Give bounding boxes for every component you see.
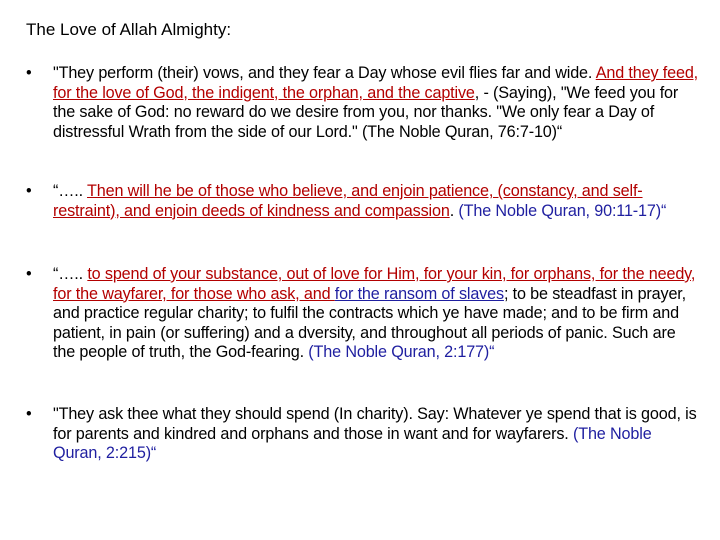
highlighted-quote: to spend of your substance, out of love for Him, for your kin, for orphans, for the needy, for the wayfarer, for those who ask, and bbox=[53, 265, 696, 303]
slide-title: The Love of Allah Almighty: bbox=[26, 20, 232, 39]
quote-text: "They perform (their) vows, and they fear a Day whose evil flies far and wide. bbox=[53, 64, 596, 82]
quote-text-continued: ; to be steadfast in prayer, and practice regular charity; to fulfil the contracts which ye have made; and to be firm and patient, in pain (or suffering) and a dversity, and throughout all periods of panic. Such are the people of truth, the God-fearing. bbox=[53, 284, 687, 362]
bullet-text bbox=[53, 405, 701, 464]
quote-text: “….. bbox=[53, 265, 88, 283]
bullet-item-4 bbox=[26, 405, 706, 464]
highlighted-quote: Then will he be of those who believe, and enjoin patience, (constancy, and self-restraint), and enjoin deeds of kindness and compassion bbox=[53, 182, 643, 220]
quran-reference: (The Noble Quran, 90:11-17)“ bbox=[458, 201, 667, 220]
quran-reference: (The Noble Quran, 2:177)“ bbox=[308, 343, 495, 362]
bullet-marker: • bbox=[26, 405, 32, 423]
quote-text: "They ask thee what they should spend (In charity). Say: Whatever ye spend that is good, is for parents and kindred and orphans and those in want and for wayfarers. bbox=[53, 405, 697, 443]
bullet-item-2 bbox=[26, 182, 706, 221]
quote-text-continued: . bbox=[449, 201, 459, 220]
bullet-item-1 bbox=[26, 64, 706, 142]
quote-text-continued: , - (Saying), "We feed you for the sake of God: no reward do we desire from you, nor thanks. "We only fear a Day of distressful Wrath from the side of our Lord." (The Noble Quran, 76:7-10)“ bbox=[53, 83, 679, 141]
bullet-item-3 bbox=[26, 265, 706, 363]
quran-reference: (The Noble Quran, 2:215)“ bbox=[53, 424, 652, 463]
bullet-marker: • bbox=[26, 64, 32, 82]
bullet-text bbox=[53, 64, 701, 142]
quote-text: “….. bbox=[53, 182, 88, 200]
bullet-text bbox=[53, 265, 701, 363]
highlighted-quote-blue: for the ransom of slaves bbox=[334, 284, 504, 303]
highlighted-quote: And they feed, for the love of God, the indigent, the orphan, and the captive bbox=[53, 64, 699, 102]
bullet-marker: • bbox=[26, 182, 32, 200]
bullet-marker: • bbox=[26, 265, 32, 283]
bullet-text bbox=[53, 182, 701, 221]
